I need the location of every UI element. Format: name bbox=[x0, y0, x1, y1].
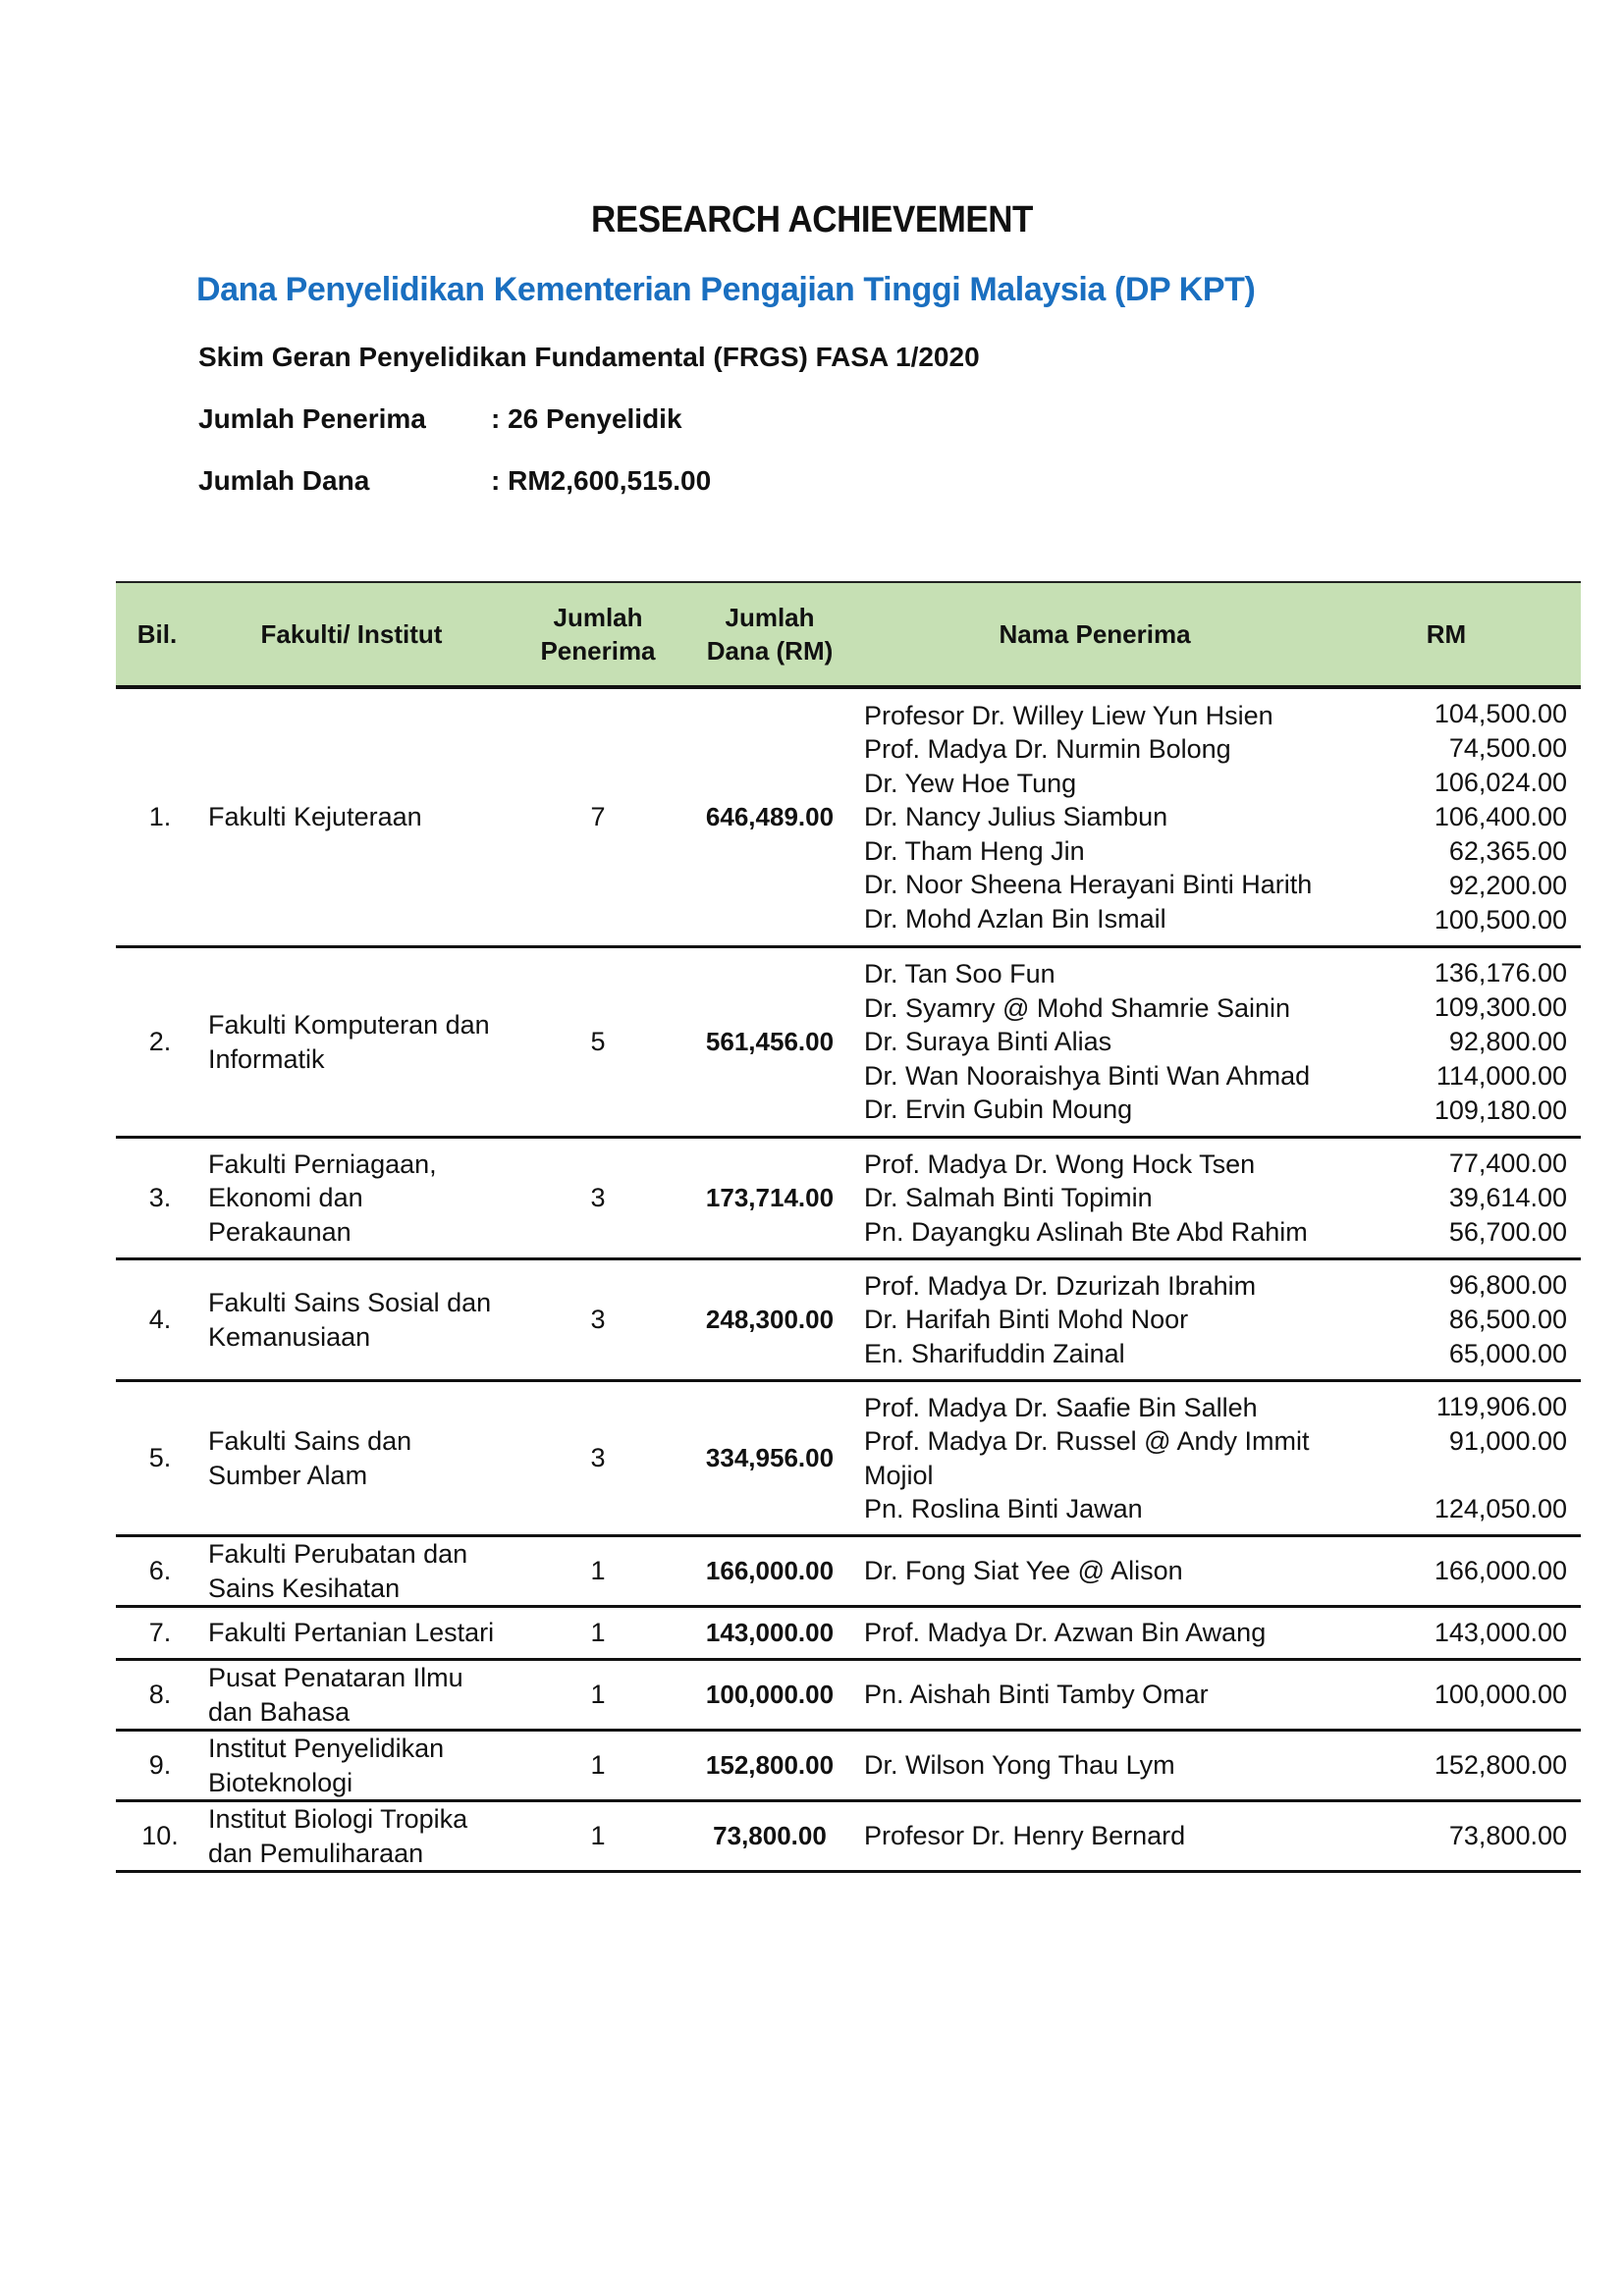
recipients-label: Jumlah Penerima bbox=[198, 403, 426, 434]
row-total-fund: 73,800.00 bbox=[713, 1821, 827, 1851]
row-recipient-count: 1 bbox=[590, 1618, 606, 1648]
table-row bbox=[116, 1259, 1581, 1381]
header-nama-penerima: Nama Penerima bbox=[848, 582, 1326, 687]
row-total-fund: 248,300.00 bbox=[705, 1305, 835, 1335]
row-number: 1. bbox=[148, 802, 172, 832]
table-body bbox=[116, 687, 1581, 1872]
row-number: 3. bbox=[148, 1183, 172, 1213]
row-faculty: Fakulti Perubatan dan Sains Kesihatan bbox=[208, 1539, 468, 1603]
recipient-name: Pn. Roslina Binti Jawan bbox=[864, 1494, 1143, 1523]
row-recipient-amounts bbox=[1326, 1381, 1581, 1536]
recipient-name: En. Sharifuddin Zainal bbox=[864, 1338, 1125, 1368]
row-number: 7. bbox=[148, 1618, 172, 1648]
row-total-fund: 334,956.00 bbox=[705, 1443, 835, 1473]
recipient-name: Prof. Madya Dr. Wong Hock Tsen bbox=[864, 1148, 1256, 1179]
row-recipient-names bbox=[848, 687, 1326, 947]
recipient-name: Dr. Noor Sheena Herayani Binti Harith bbox=[864, 870, 1313, 900]
row-recipient-amounts bbox=[1326, 1536, 1581, 1607]
row-number: 6. bbox=[148, 1556, 172, 1586]
row-recipient-amounts bbox=[1326, 1731, 1581, 1801]
table-header-row bbox=[116, 582, 1581, 687]
recipient-name: Dr. Suraya Binti Alias bbox=[864, 1027, 1112, 1057]
row-total-fund: 646,489.00 bbox=[705, 802, 835, 832]
header-fakulti: Fakulti/ Institut bbox=[198, 582, 505, 687]
row-recipient-count: 5 bbox=[590, 1027, 606, 1057]
row-faculty: Institut Biologi Tropika dan Pemuliharaan bbox=[208, 1804, 468, 1868]
recipient-amount: 74,500.00 bbox=[1448, 733, 1567, 763]
recipient-name: Dr. Mohd Azlan Bin Ismail bbox=[864, 903, 1166, 934]
table-row bbox=[116, 1660, 1581, 1731]
recipient-name: Pn. Dayangku Aslinah Bte Abd Rahim bbox=[864, 1216, 1308, 1247]
row-recipient-amounts bbox=[1326, 1607, 1581, 1660]
header-rm: RM bbox=[1326, 582, 1581, 687]
row-faculty: Pusat Penataran Ilmu dan Bahasa bbox=[208, 1663, 463, 1727]
row-recipient-amounts bbox=[1326, 687, 1581, 947]
summary-recipients bbox=[198, 403, 682, 435]
recipient-amount: 109,180.00 bbox=[1434, 1095, 1567, 1125]
row-faculty: Fakulti Komputeran dan Informatik bbox=[208, 1010, 490, 1074]
row-total-fund: 152,800.00 bbox=[705, 1750, 835, 1781]
row-recipient-names bbox=[848, 1536, 1326, 1607]
recipient-amount: 100,500.00 bbox=[1434, 905, 1567, 934]
row-recipient-names bbox=[848, 1801, 1326, 1872]
recipient-name: Prof. Madya Dr. Saafie Bin Salleh bbox=[864, 1392, 1258, 1422]
recipient-amount: 65,000.00 bbox=[1448, 1339, 1567, 1368]
recipient-name: Dr. Tham Heng Jin bbox=[864, 835, 1085, 866]
row-number: 9. bbox=[148, 1750, 172, 1781]
recipient-name: Dr. Syamry @ Mohd Shamrie Sainin bbox=[864, 992, 1291, 1023]
page-title: RESEARCH ACHIEVEMENT bbox=[591, 199, 1033, 240]
recipient-amount: 119,906.00 bbox=[1435, 1392, 1567, 1421]
recipient-name: Dr. Wilson Yong Thau Lym bbox=[864, 1750, 1175, 1781]
recipient-amount: 106,024.00 bbox=[1434, 768, 1567, 797]
row-faculty: Fakulti Sains dan Sumber Alam bbox=[208, 1426, 412, 1490]
row-recipient-names bbox=[848, 1731, 1326, 1801]
row-number: 10. bbox=[141, 1821, 179, 1851]
row-total-fund: 143,000.00 bbox=[705, 1618, 835, 1648]
row-recipient-names bbox=[848, 947, 1326, 1138]
recipient-name: Profesor Dr. Henry Bernard bbox=[864, 1821, 1186, 1851]
row-faculty: Fakulti Pertanian Lestari bbox=[208, 1618, 495, 1648]
recipient-name: Pn. Aishah Binti Tamby Omar bbox=[864, 1680, 1209, 1710]
recipient-amount: 91,000.00 bbox=[1448, 1426, 1567, 1456]
table-row bbox=[116, 1138, 1581, 1259]
row-faculty: Fakulti Sains Sosial dan Kemanusiaan bbox=[208, 1288, 492, 1352]
recipient-name: Prof. Madya Dr. Dzurizah Ibrahim bbox=[864, 1270, 1257, 1301]
recipient-name: Profesor Dr. Willey Liew Yun Hsien bbox=[864, 700, 1273, 730]
row-faculty: Fakulti Perniagaan, Ekonomi dan Perakaunan bbox=[208, 1148, 437, 1247]
recipient-amount: 104,500.00 bbox=[1434, 699, 1567, 728]
row-number: 5. bbox=[148, 1443, 172, 1473]
recipient-amount: 56,700.00 bbox=[1448, 1217, 1567, 1247]
fund-label: Jumlah Dana bbox=[198, 465, 370, 496]
row-total-fund: 173,714.00 bbox=[705, 1183, 835, 1213]
recipient-amount: 143,000.00 bbox=[1434, 1618, 1567, 1647]
recipient-amount: 136,176.00 bbox=[1434, 958, 1567, 988]
recipient-name: Dr. Tan Soo Fun bbox=[864, 959, 1056, 989]
table-row bbox=[116, 1801, 1581, 1872]
recipient-name: Dr. Salmah Binti Topimin bbox=[864, 1183, 1153, 1213]
recipient-amount: 109,300.00 bbox=[1434, 992, 1567, 1022]
recipient-amount: 73,800.00 bbox=[1448, 1821, 1567, 1850]
scheme-name: Skim Geran Penyelidikan Fundamental (FRGS) FASA 1/2020 bbox=[198, 342, 980, 372]
row-total-fund: 561,456.00 bbox=[705, 1027, 835, 1057]
row-number: 8. bbox=[148, 1680, 172, 1710]
header-jumlah-dana: Jumlah Dana (RM) bbox=[691, 582, 848, 687]
recipients-value: : 26 Penyelidik bbox=[491, 403, 682, 434]
recipient-name: Dr. Ervin Gubin Moung bbox=[864, 1095, 1133, 1125]
fund-value: : RM2,600,515.00 bbox=[491, 465, 712, 496]
row-recipient-count: 7 bbox=[590, 802, 606, 832]
row-faculty: Fakulti Kejuteraan bbox=[208, 802, 422, 832]
recipient-name: Dr. Harifah Binti Mohd Noor bbox=[864, 1305, 1189, 1335]
row-recipient-count: 3 bbox=[590, 1443, 606, 1473]
table-row bbox=[116, 1731, 1581, 1801]
row-recipient-names bbox=[848, 1607, 1326, 1660]
header-jumlah-penerima: Jumlah Penerima bbox=[505, 582, 691, 687]
row-recipient-count: 3 bbox=[590, 1183, 606, 1213]
row-recipient-amounts bbox=[1326, 1660, 1581, 1731]
table-row bbox=[116, 947, 1581, 1138]
recipient-amount: 106,400.00 bbox=[1434, 802, 1567, 831]
recipient-name: Prof. Madya Dr. Azwan Bin Awang bbox=[864, 1618, 1267, 1648]
row-faculty: Institut Penyelidikan Bioteknologi bbox=[208, 1734, 445, 1797]
header-bil: Bil. bbox=[116, 582, 198, 687]
recipient-amount: 152,800.00 bbox=[1434, 1750, 1567, 1780]
recipient-name: Prof. Madya Dr. Russel @ Andy Immit Mojiol bbox=[864, 1426, 1310, 1490]
table-row bbox=[116, 687, 1581, 947]
row-total-fund: 166,000.00 bbox=[705, 1556, 835, 1586]
table-row bbox=[116, 1607, 1581, 1660]
recipient-amount: 124,050.00 bbox=[1434, 1494, 1567, 1523]
recipient-amount: 77,400.00 bbox=[1448, 1148, 1567, 1178]
recipient-amount: 114,000.00 bbox=[1435, 1061, 1567, 1091]
row-recipient-count: 1 bbox=[590, 1750, 606, 1781]
row-recipient-names bbox=[848, 1381, 1326, 1536]
row-number: 2. bbox=[148, 1027, 172, 1057]
row-recipient-amounts bbox=[1326, 1259, 1581, 1381]
recipient-amount: 166,000.00 bbox=[1434, 1556, 1567, 1585]
row-recipient-count: 1 bbox=[590, 1821, 606, 1851]
page-subtitle: Dana Penyelidikan Kementerian Pengajian Tinggi Malaysia (DP KPT) bbox=[196, 271, 1256, 308]
table-row bbox=[116, 1536, 1581, 1607]
recipient-name: Dr. Yew Hoe Tung bbox=[864, 768, 1077, 798]
recipient-amount: 96,800.00 bbox=[1448, 1270, 1567, 1300]
recipient-name: Dr. Fong Siat Yee @ Alison bbox=[864, 1556, 1183, 1586]
recipient-amount: 92,200.00 bbox=[1448, 871, 1567, 900]
row-recipient-names bbox=[848, 1138, 1326, 1259]
row-recipient-count: 3 bbox=[590, 1305, 606, 1335]
row-recipient-names bbox=[848, 1660, 1326, 1731]
recipient-name: Prof. Madya Dr. Nurmin Bolong bbox=[864, 734, 1231, 765]
row-total-fund: 100,000.00 bbox=[705, 1680, 835, 1710]
recipient-amount: 62,365.00 bbox=[1448, 836, 1567, 866]
research-grant-table bbox=[116, 581, 1581, 1873]
recipient-amount: 100,000.00 bbox=[1434, 1680, 1567, 1709]
row-recipient-amounts bbox=[1326, 1801, 1581, 1872]
row-number: 4. bbox=[148, 1305, 172, 1335]
recipient-amount: 39,614.00 bbox=[1448, 1183, 1567, 1212]
recipient-amount: 92,800.00 bbox=[1448, 1027, 1567, 1056]
row-recipient-names bbox=[848, 1259, 1326, 1381]
row-recipient-count: 1 bbox=[590, 1556, 606, 1586]
recipient-name: Dr. Wan Nooraishya Binti Wan Ahmad bbox=[864, 1060, 1311, 1091]
row-recipient-count: 1 bbox=[590, 1680, 606, 1710]
recipient-name: Dr. Nancy Julius Siambun bbox=[864, 802, 1168, 832]
row-recipient-amounts bbox=[1326, 1138, 1581, 1259]
table-row bbox=[116, 1381, 1581, 1536]
recipient-amount: 86,500.00 bbox=[1448, 1305, 1567, 1334]
summary-fund bbox=[198, 465, 711, 497]
row-recipient-amounts bbox=[1326, 947, 1581, 1138]
